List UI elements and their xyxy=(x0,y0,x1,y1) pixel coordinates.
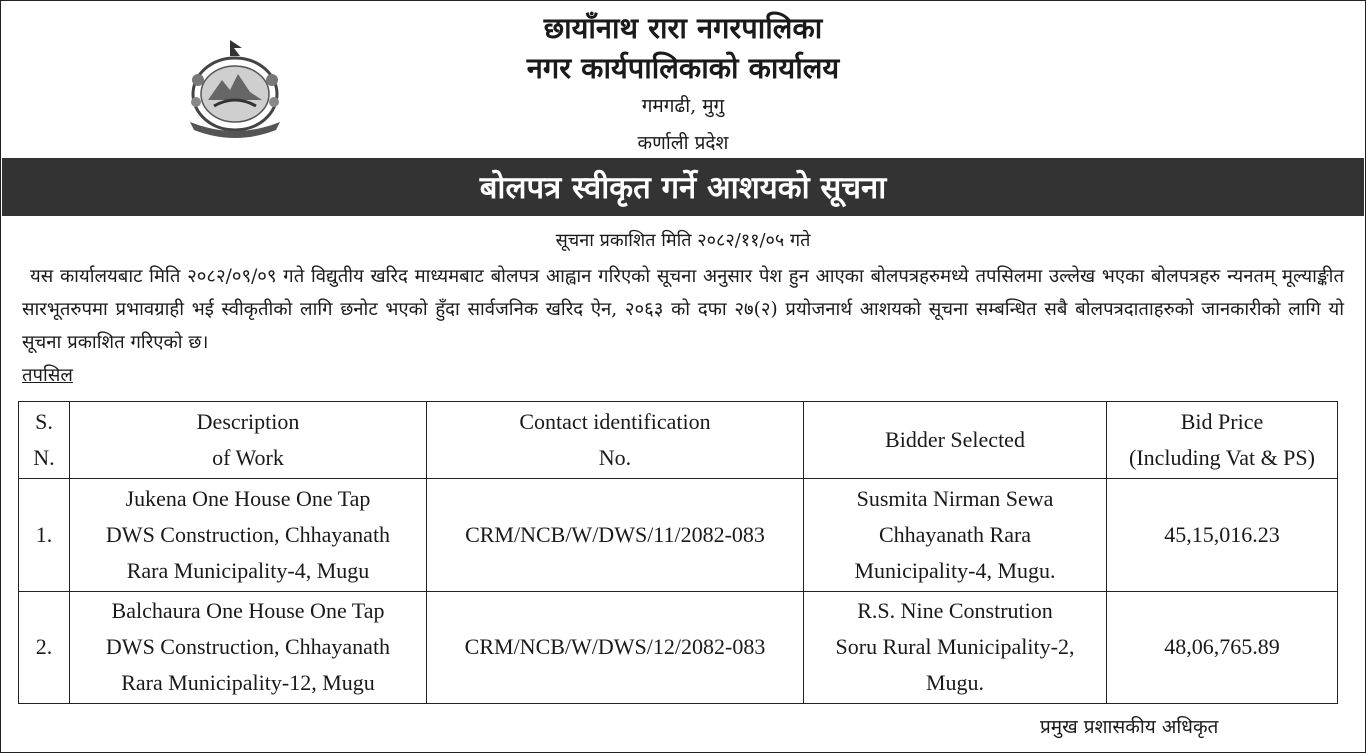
table-header-row xyxy=(19,402,1338,479)
header-contact-line1: Contact identification xyxy=(519,409,711,434)
row-desc-line: Balchaura One House One Tap xyxy=(111,598,385,624)
header-bidder-label: Bidder Selected xyxy=(885,427,1025,452)
row-sn: 1. xyxy=(19,479,70,592)
notice-title-banner xyxy=(2,158,1364,216)
bid-table xyxy=(18,401,1338,704)
tapasil-label: तपसिल xyxy=(22,365,73,386)
row-bidder-line: Soru Rural Municipality-2, xyxy=(835,634,1075,660)
row-bidder-line: Municipality-4, Mugu. xyxy=(854,557,1056,583)
header-price-line1: Bid Price xyxy=(1180,409,1264,434)
office-name: नगर कार्यपालिकाको कार्यालय xyxy=(526,51,840,85)
row-desc-line: Jukena One House One Tap xyxy=(125,485,371,511)
row-price: 48,06,765.89 xyxy=(1107,591,1338,704)
header-bidder xyxy=(804,402,1107,479)
header-price-line2: (Including Vat & PS) xyxy=(1129,445,1315,470)
row-description xyxy=(70,591,427,704)
row-desc-line: Rara Municipality-4, Mugu xyxy=(126,557,370,583)
office-address: गमगढी, मुगु xyxy=(641,95,725,117)
header-sn-line1: S. xyxy=(35,409,53,434)
notice-paragraph: यस कार्यालयबाट मिति २०८२/०९/०९ गते विद्युतीय खरिद माध्यमबाट बोलपत्र आह्वान गरिएको सूचना अनुसार पेश हुन आएका बोलपत्रहरुमध्ये तपसिलमा उल्लेख भएका बोलपत्रहरु न्यनतम् मूल्याङ्कीत सारभूतरुपमा प्रभावग्राही भई स्वीकृतीको लागि छनोट भएको हुँदा सार्वजनिक खरिद ऐन, २०६३ को दफा २७(२) प्रयोजनार्थ आशयको सूचना सम्बन्धित सबै बोलपत्रदाताहरुको जानकारीको लागि यो सूचना प्रकाशित गरिएको छ। xyxy=(22,266,1344,353)
row-bidder-line: Susmita Nirman Sewa xyxy=(856,485,1054,511)
province-name: कर्णाली प्रदेश xyxy=(637,132,729,154)
row-bidder-line: Chhayanath Rara xyxy=(878,521,1032,547)
row-description xyxy=(70,479,427,592)
row-desc-line: Rara Municipality-12, Mugu xyxy=(121,670,375,696)
header-desc-line1: Description xyxy=(196,409,300,434)
row-bidder xyxy=(804,591,1107,704)
org-name: छायाँनाथ रारा नगरपालिका xyxy=(543,11,823,45)
header-description xyxy=(70,402,427,479)
row-bidder xyxy=(804,479,1107,592)
row-sn: 2. xyxy=(19,591,70,704)
row-price: 45,15,016.23 xyxy=(1107,479,1338,592)
row-bidder-line: Mugu. xyxy=(925,670,985,696)
header-sn-line2: N. xyxy=(33,445,55,470)
row-bidder-line: R.S. Nine Constrution xyxy=(857,598,1053,624)
table-row xyxy=(19,479,1338,592)
row-desc-line: DWS Construction, Chhayanath xyxy=(105,634,391,660)
header-desc-line2: of Work xyxy=(212,445,284,470)
header-contact xyxy=(427,402,804,479)
row-contact-id: CRM/NCB/W/DWS/11/2082-083 xyxy=(427,479,804,592)
row-desc-line: DWS Construction, Chhayanath xyxy=(105,521,391,547)
notice-title: बोलपत्र स्वीकृत गर्ने आशयको सूचना xyxy=(479,170,887,206)
row-contact-id: CRM/NCB/W/DWS/12/2082-083 xyxy=(427,591,804,704)
header-sn xyxy=(19,402,70,479)
header-contact-line2: No. xyxy=(598,445,632,470)
table-row xyxy=(19,591,1338,704)
header-price xyxy=(1107,402,1338,479)
signature-title: प्रमुख प्रशासकीय अधिकृत xyxy=(1040,716,1219,738)
published-date: सूचना प्रकाशित मिति २०८२/११/०५ गते xyxy=(555,230,811,251)
